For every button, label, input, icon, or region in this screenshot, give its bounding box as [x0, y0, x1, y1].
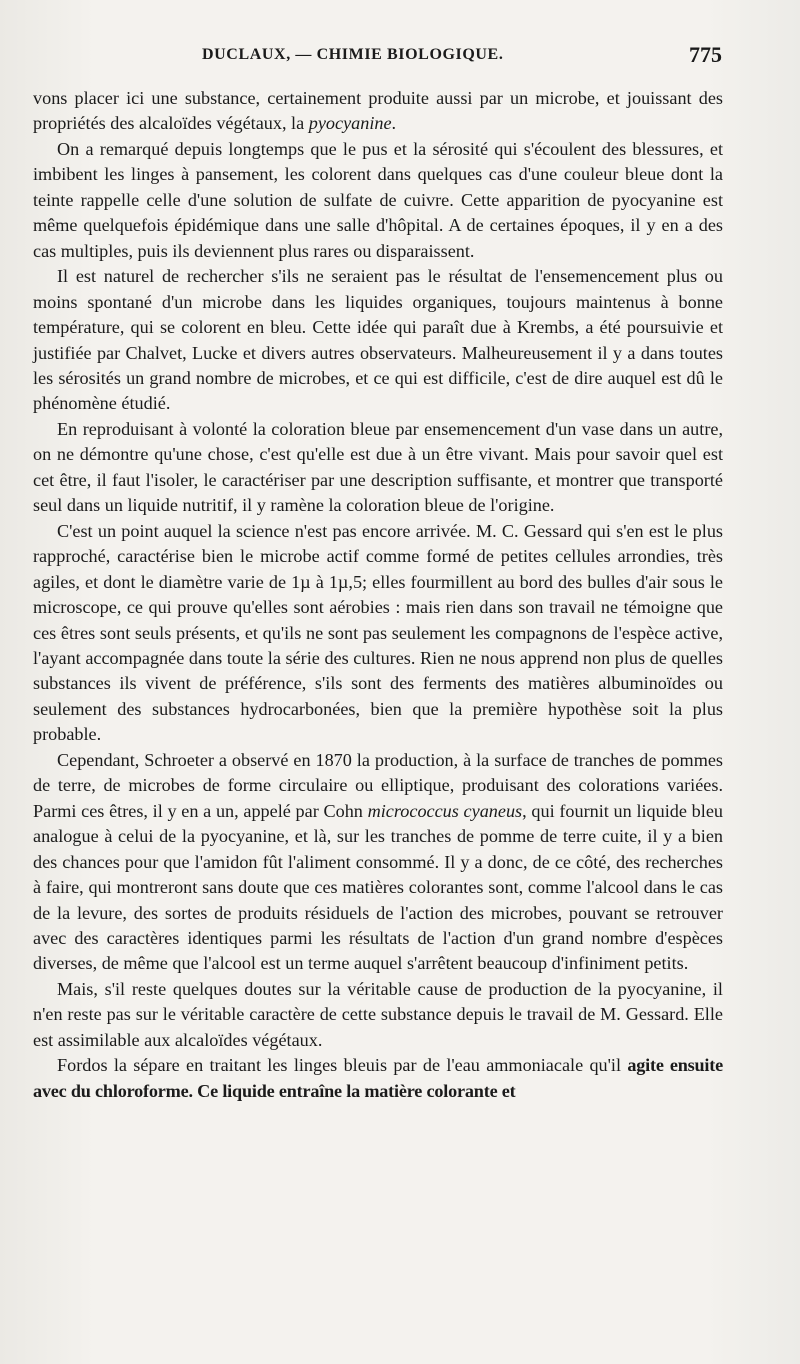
text-run: , qui fournit un liquide bleu analogue à celui de la pyocyanine, et là, sur les tranches de pomme de terre cuite, il y a bien des chances pour que l'amidon fût l'aliment consommé. Il y a donc, de ce côté, des recherches à faire, qui montreront sans doute que ces matières colorantes sont, comme l'alcool dans le cas de la levure, des sortes de produits résiduels de l'action des microbes, pouvant se retrouver avec des caractères identiques parmi les résultats de l'action d'un grand nombre d'espèces diverses, de même que l'alcool est un terme auquel s'arrêtent beaucoup d'infiniment petits. — [33, 800, 723, 974]
text-run: Cependant, Schroeter a observé en 1870 la production, à la surface de tranches de pommes de terre, de microbes de forme circulaire ou elliptique, produisant des colorations variées. Parmi ces êtres, il y en a un, appelé par Cohn — [33, 749, 723, 821]
paragraph-p5 — [33, 519, 723, 748]
paragraph-p7 — [33, 977, 723, 1053]
bold-text-run: agite ensuite avec du chloroforme. Ce liquide entraîne la matière colorante et — [33, 1055, 723, 1101]
text-run: C'est un point auquel la science n'est pas encore arrivée. M. C. Gessard qui s'en est le plus rapproché, caractérise bien le microbe actif comme formé de petites cellules arrondies, très agiles, et dont le diamètre varie de 1µ à 1µ,5; elles fourmillent au bord des bulles d'air sous le microscope, ce qui prouve qu'elles sont aérobies : mais rien dans son travail ne témoigne que ces êtres sont seuls présents, et qu'ils ne sont pas seulement les compagnons de l'espèce active, l'ayant accompagnée dans toute la série des cultures. Rien ne nous apprend non plus de quelles substances ils vivent de préférence, s'ils sont des ferments des matières albuminoïdes ou seulement des substances hydrocarbonées, bien que la première hypothèse soit la plus probable. — [33, 520, 723, 745]
italic-term: pyocyanine — [308, 113, 392, 134]
paragraph-p6 — [33, 748, 723, 977]
text-run: Fordos la sépare en traitant les linges bleuis par de l'eau ammoniacale qu'il — [57, 1055, 628, 1076]
text-run: . — [391, 113, 397, 134]
text-run: En reproduisant à volonté la coloration bleue par ensemencement d'un vase dans un autre, on ne démontre qu'une chose, c'est qu'elle est due à un être vivant. Mais pour savoir quel est cet être, il faut l'isoler, le caractériser par une description suffisante, et montrer que transporté seul dans un liquide nutritif, il y ramène la coloration bleue de l'origine. — [33, 418, 723, 516]
paragraph-p1 — [33, 86, 723, 137]
page-header — [202, 42, 722, 72]
paragraph-p8 — [33, 1053, 723, 1104]
body-text — [33, 86, 723, 1104]
paragraph-p2 — [33, 137, 723, 264]
page-number: 775 — [689, 42, 722, 67]
text-run: On a remarqué depuis longtemps que le pus et la sérosité qui s'écoulent des blessures, et imbibent les linges à pansement, les colorent dans quelques cas d'une couleur bleue dont la teinte rappelle celle d'une solution de sulfate de cuivre. Cette apparition de pyocyanine est même quelquefois épidémique dans une salle d'hôpital. A de certaines époques, il y en a des cas multiples, puis ils deviennent plus rares ou disparaissent. — [33, 138, 723, 261]
text-run: Mais, s'il reste quelques doutes sur la véritable cause de production de la pyocyanine, il n'en reste pas sur le véritable caractère de cette substance depuis le travail de M. Gessard. Elle est assimilable aux alcaloïdes végétaux. — [33, 978, 723, 1050]
running-title: DUCLAUX, — CHIMIE BIOLOGIQUE. — [202, 46, 504, 63]
paragraph-p4 — [33, 417, 723, 519]
paragraph-p3 — [33, 264, 723, 417]
text-run: Il est naturel de rechercher s'ils ne seraient pas le résultat de l'ensemencement plus ou moins spontané d'un microbe dans les liquides organiques, toujours maintenus à bonne température, qui se colorent en bleu. Cette idée qui paraît due à Krembs, a été poursuivie et justifiée par Chalvet, Lucke et divers autres observateurs. Malheureusement il y a dans toutes les sérosités un grand nombre de microbes, et ce qui est difficile, c'est de dire auquel est dû le phénomène étudié. — [33, 266, 723, 414]
italic-term: micrococcus cyaneus — [367, 800, 523, 821]
text-run: vons placer ici une substance, certainement produite aussi par un microbe, et jouissant des propriétés des alcaloïdes végétaux, la — [33, 88, 723, 134]
